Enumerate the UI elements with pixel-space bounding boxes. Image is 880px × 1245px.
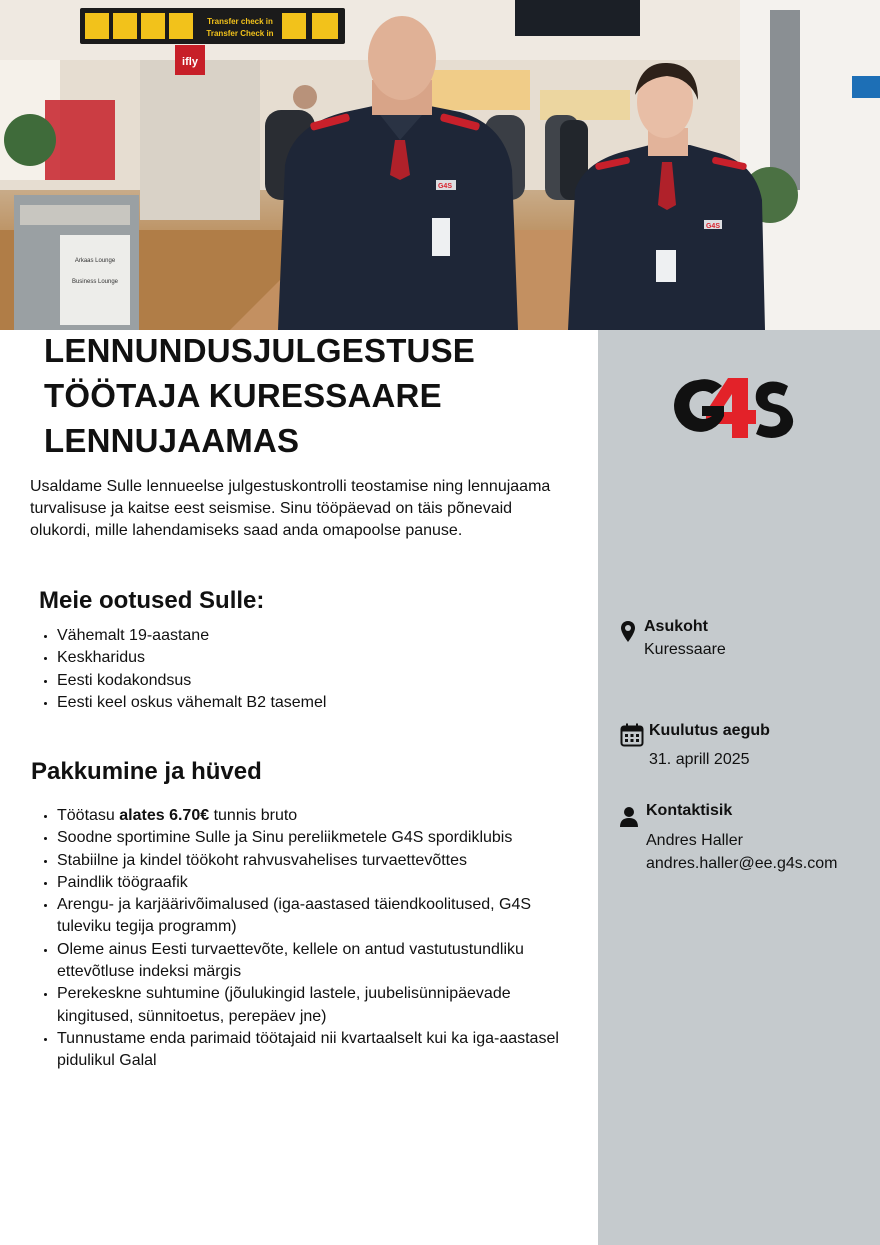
list-item: • Eesti kodakondsus: [57, 670, 567, 692]
expiry-title: Kuulutus aegub: [649, 722, 770, 739]
location-value: Kuressaare: [644, 641, 726, 658]
officer-badge-label-2: G4S: [705, 223, 721, 230]
expiry-date: 31. aprill 2025: [649, 751, 750, 768]
list-item: • Soodne sportimine Sulle ja Sinu pereliikmetele G4S spordiklubis: [57, 827, 567, 849]
job-title: [44, 328, 584, 463]
bin-sign-line-1: Arkaas Lounge: [74, 258, 116, 264]
salary-prefix: Töötasu: [57, 807, 120, 824]
contact-email[interactable]: andres.haller@ee.g4s.com: [646, 855, 838, 872]
job-title-line: TÖÖTAJA KURESSAARE: [44, 377, 442, 414]
overhead-sign-line-1: Transfer check in: [207, 17, 273, 26]
hero-illustration: [0, 0, 880, 330]
list-item: • Perekeskne suhtumine (jõulukingid lastele, juubelisünnipäevade kingitused, sünnitoetus, perepäev jne): [57, 983, 567, 1028]
contact-name: Andres Haller: [646, 832, 743, 849]
job-intro: Usaldame Sulle lennueelse julgestuskontrolli teostamise ning lennujaama turvalisuse ja kaitse eest seismise. Sinu tööpäevad on täis põnevaid olukordi, mille lahendamiseks saad anda omapoolse panuse.: [30, 478, 551, 539]
person-icon: [620, 805, 644, 829]
expectations-list: [38, 625, 567, 714]
job-title-line: LENNUJAAMAS: [44, 422, 300, 459]
list-item: • Arengu- ja karjäärivõimalused (iga-aastased täiendkoolitused, G4S tuleviku tegija programm): [57, 894, 567, 939]
location-title: Asukoht: [644, 618, 708, 635]
info-sidebar: [598, 330, 880, 1245]
hero-photo: [0, 0, 880, 330]
job-title-line: LENNUNDUSJULGESTUSE: [44, 332, 476, 369]
list-item: • Oleme ainus Eesti turvaettevõte, kellele on antud vastutustundliku ettevõtluse indeksi märgis: [57, 939, 567, 984]
g4s-logo: [668, 372, 798, 442]
list-item: • Keskharidus: [57, 647, 567, 669]
bin-sign-line-2: Business Lounge: [71, 279, 119, 285]
overhead-sign-line-2: Transfer Check in: [206, 29, 274, 38]
salary-suffix: tunnis bruto: [209, 807, 298, 824]
benefits-heading: Pakkumine ja hüved: [31, 758, 262, 785]
benefits-list: [38, 805, 567, 1073]
list-item: • Vähemalt 19-aastane: [57, 625, 567, 647]
list-item: • Tunnustame enda parimaid töötajaid nii kvartaalselt kui ka iga-aastasel pidulikul Galal: [57, 1028, 567, 1073]
list-item: • Stabiilne ja kindel töökoht rahvusvahelises turvaettevõttes: [57, 850, 567, 872]
calendar-icon: [620, 723, 644, 747]
salary-amount: alates 6.70€: [119, 807, 210, 824]
list-item: • Paindlik töögraafik: [57, 872, 567, 894]
expectations-heading: Meie ootused Sulle:: [39, 587, 265, 614]
officer-badge-label: G4S: [437, 183, 453, 190]
list-item: • Eesti keel oskus vähemalt B2 tasemel: [57, 692, 567, 714]
contact-title: Kontaktisik: [646, 802, 733, 819]
list-item-salary: [57, 805, 567, 827]
shop-sign-label: ifly: [182, 56, 198, 68]
location-pin-icon: [620, 620, 644, 644]
